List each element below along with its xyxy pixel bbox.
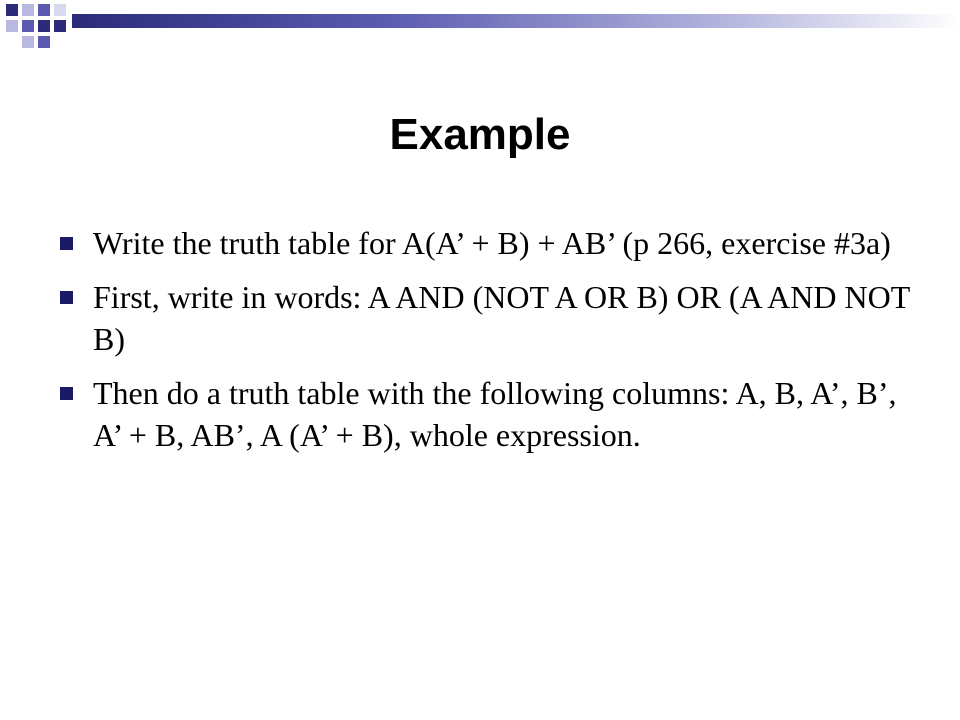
bullet-text: First, write in words: A AND (NOT A OR B) OR (A AND NOT B) xyxy=(93,279,910,357)
decorative-square xyxy=(22,20,34,32)
decorative-square xyxy=(54,20,66,32)
decorative-square xyxy=(6,20,18,32)
decorative-square xyxy=(22,36,34,48)
square-bullet-icon xyxy=(60,291,73,304)
square-bullet-icon xyxy=(60,387,73,400)
header-gradient-bar xyxy=(72,14,960,28)
bullet-text: Write the truth table for A(A’ + B) + AB’ (p 266, exercise #3a) xyxy=(93,225,891,261)
bullet-item xyxy=(60,372,920,456)
slide-title: Example xyxy=(389,110,571,159)
decorative-square xyxy=(6,4,18,16)
bullet-item xyxy=(60,222,920,264)
decorative-square xyxy=(38,20,50,32)
decorative-square xyxy=(54,4,66,16)
square-bullet-icon xyxy=(60,237,73,250)
decorative-square xyxy=(38,4,50,16)
decorative-square xyxy=(22,4,34,16)
bullet-item xyxy=(60,276,920,360)
bullet-list xyxy=(60,222,920,468)
bullet-text: Then do a truth table with the following columns: A, B, A’, B’, A’ + B, AB’, A (A’ + B), whole expression. xyxy=(93,375,897,453)
decorative-square xyxy=(38,36,50,48)
header-decoration xyxy=(0,0,960,60)
